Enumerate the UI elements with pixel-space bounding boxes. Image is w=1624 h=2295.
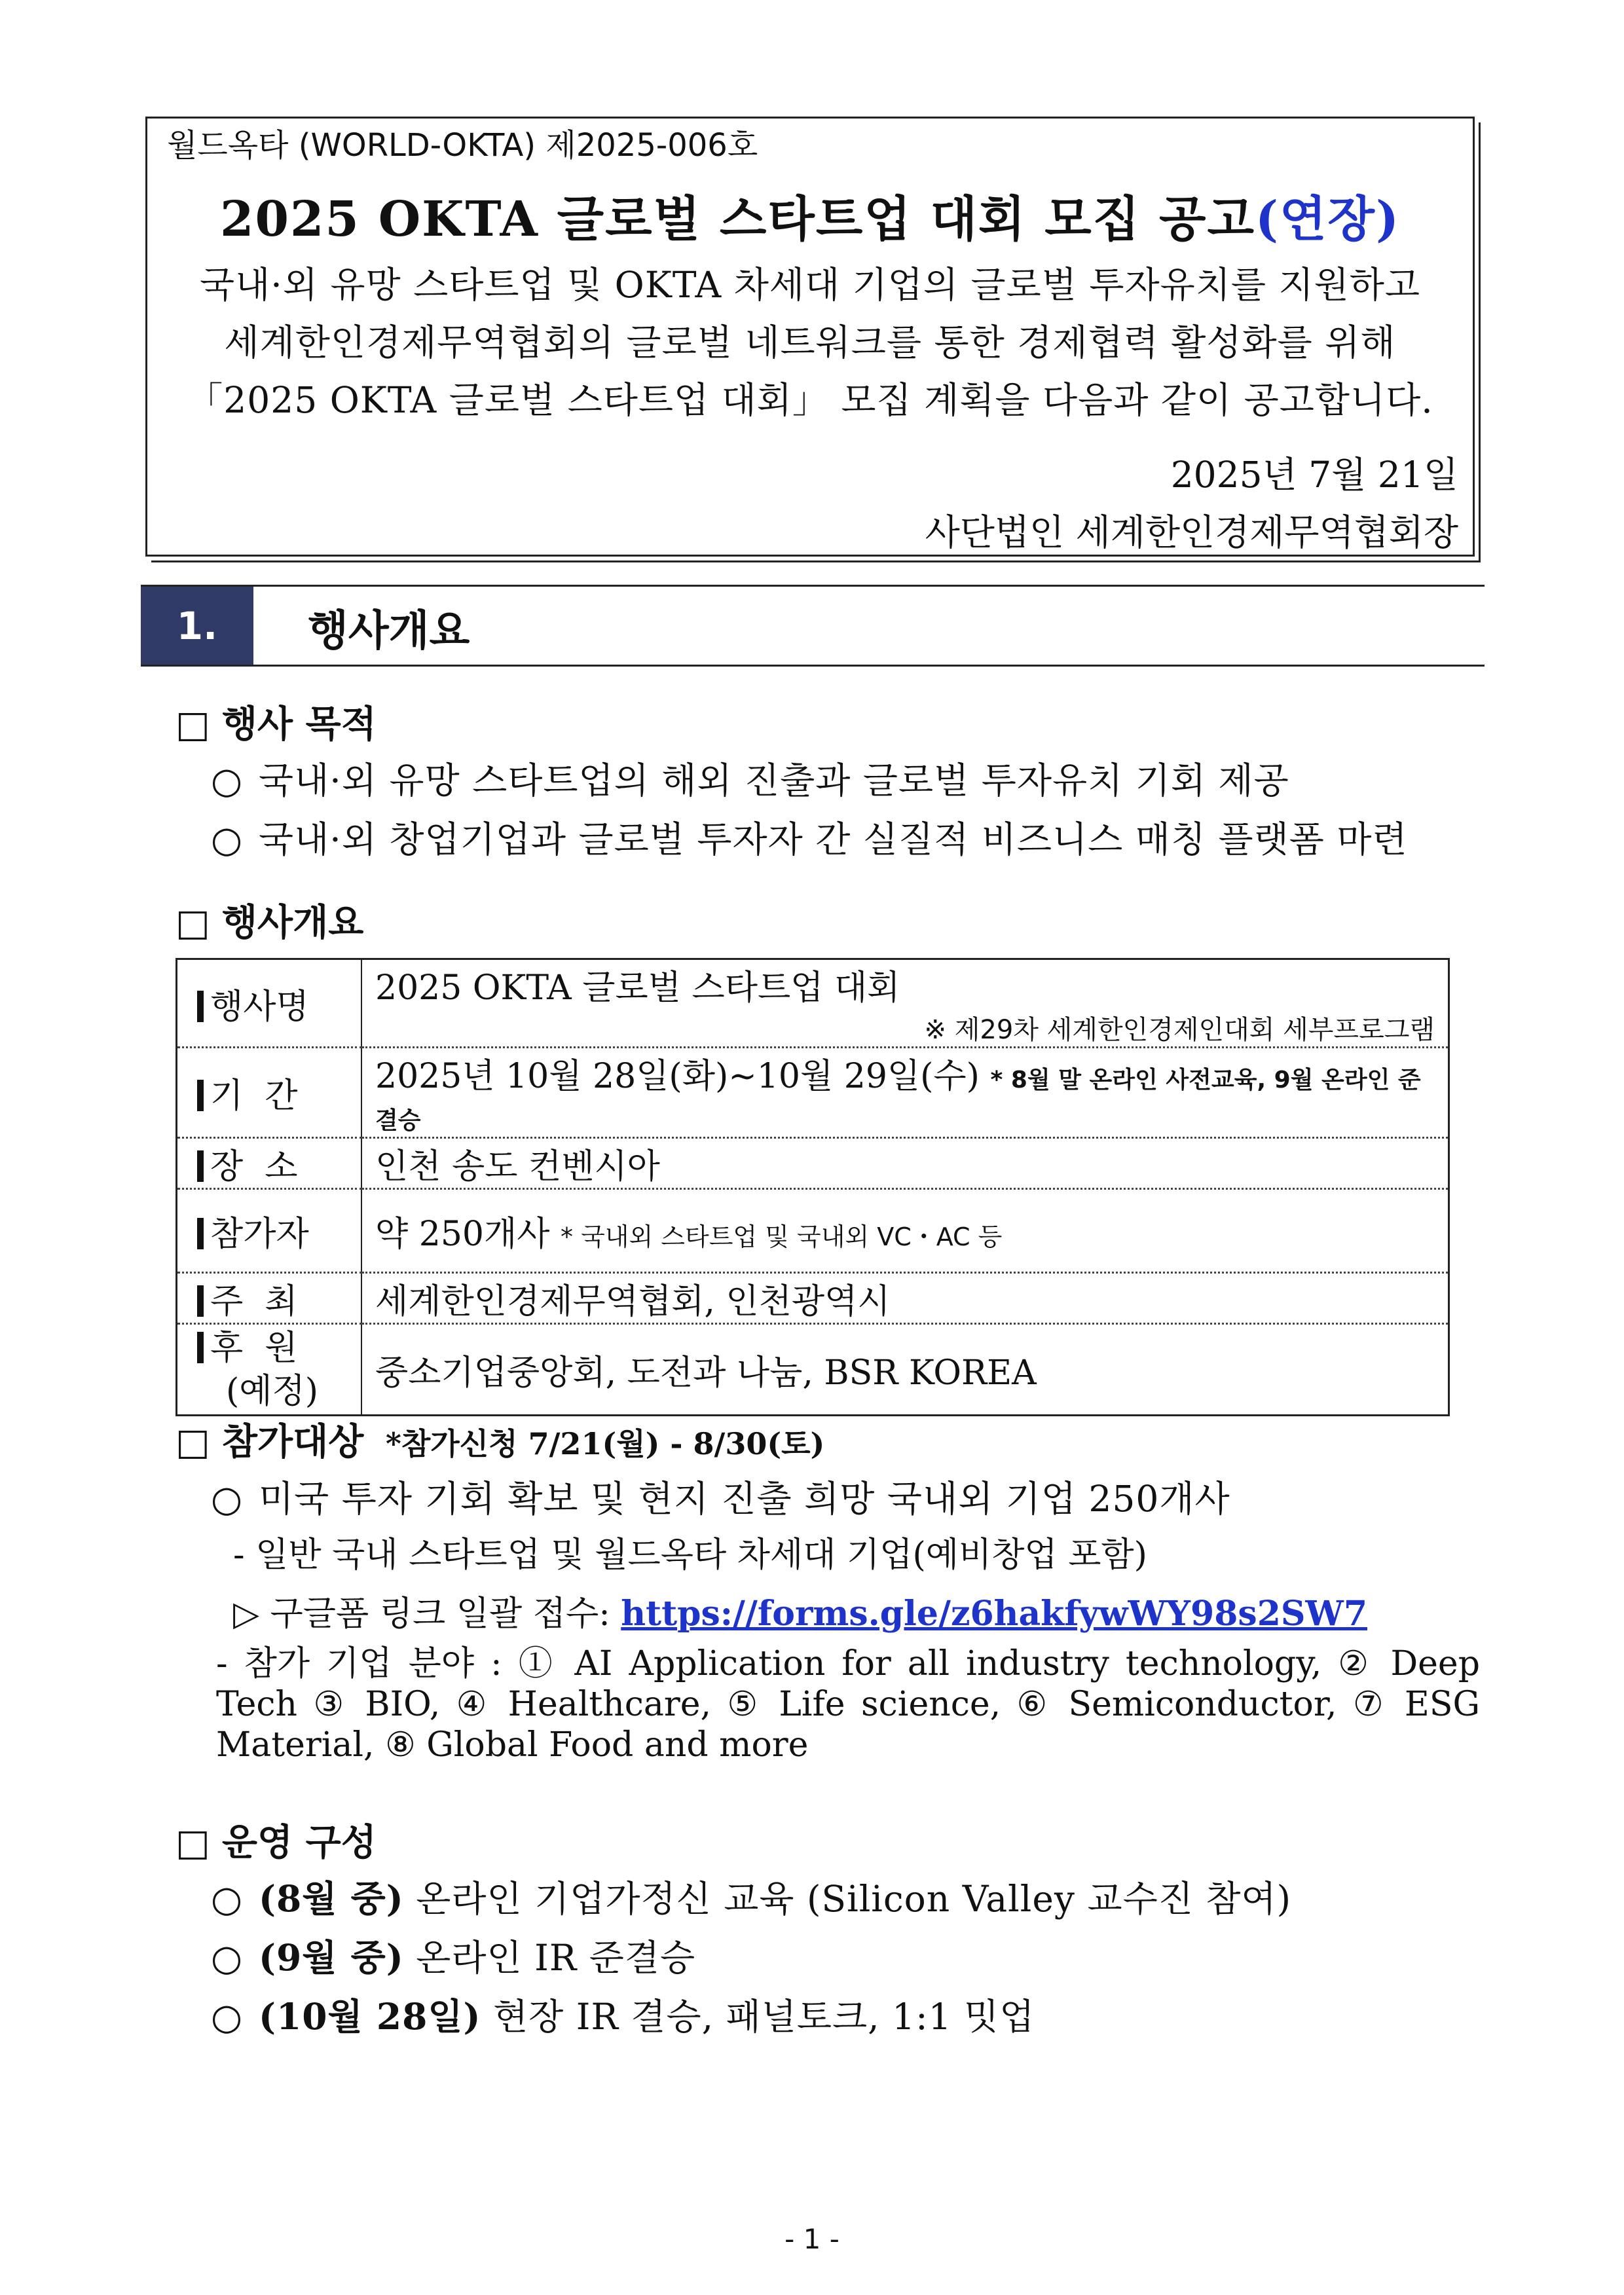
title-extension: (연장) [1255,191,1401,248]
table-row [177,1324,1449,1416]
row-label: 주 최 [177,1273,362,1324]
apply-period: *참가신청 7/21(월) - 8/30(토) [385,1426,825,1461]
purpose-item: ○ 국내·외 유망 스타트업의 해외 진출과 글로벌 투자유치 기회 제공 [211,760,1289,801]
row-label: 행사명 [177,959,362,1048]
circle-bullet-icon: ○ [211,818,243,860]
table-row [177,1189,1449,1273]
operation-heading: □ 운영 구성 [175,1821,377,1864]
row-label: 기 간 [177,1048,362,1138]
label-bar-icon [197,991,204,1022]
intro-line: 국내·외 유망 스타트업 및 OKTA 차세대 기업의 글로벌 투자유치를 지원하고 [199,264,1421,306]
row-note: * 국내외 스타트업 및 국내외 VC・AC 등 [561,1222,1003,1251]
operation-item: ○ (8월 중) 온라인 기업가정신 교육 (Silicon Valley 교수진 참여) [211,1877,1292,1920]
table-row [177,959,1449,1048]
row-value: 2025 OKTA 글로벌 스타트업 대회 ※ 제29차 세계한인경제인대회 세부프로그램 [361,959,1449,1048]
checkbox-square-icon: □ [175,703,210,746]
page-title [147,181,1473,250]
section-divider-bottom [141,665,1485,667]
row-label: 후 원 (예정) [177,1324,362,1416]
section-number: 1. [141,587,253,665]
label-bar-icon [197,1150,204,1182]
label-bar-icon [197,1332,204,1363]
page-number: - 1 - [784,2223,840,2255]
announcement-header-box [145,117,1475,557]
intro-paragraph [147,256,1473,429]
row-label: 장 소 [177,1138,362,1189]
table-row [177,1138,1449,1189]
target-sub: - 일반 국내 스타트업 및 월드옥타 차세대 기업(예비창업 포함) [233,1535,1147,1575]
overview-table [175,958,1450,1416]
target-main: ○ 미국 투자 기회 확보 및 현지 진출 희망 국내외 기업 250개사 [211,1478,1230,1520]
google-form-link[interactable]: https://forms.gle/z6hakfywWY98s2SW7 [621,1594,1368,1634]
intro-line: 「2025 OKTA 글로벌 스타트업 대회」 모집 계획을 다음과 같이 공고합니다. [187,379,1433,421]
checkbox-square-icon: □ [175,902,210,944]
row-note: * 8월 말 온라인 사전교육, 9월 온라인 준결승 [375,1067,1421,1134]
row-value: 인천 송도 컨벤시아 [361,1138,1449,1189]
row-value: 중소기업중앙회, 도전과 나눔, BSR KOREA [375,1353,1037,1393]
label-bar-icon [197,1080,204,1111]
form-line: ▷ 구글폼 링크 일괄 접수: https://forms.gle/z6hakfywWY98s2SW7 [233,1594,1368,1634]
industry-fields: - 참가 기업 분야 : ① AI Application for all industry technology, ② Deep Tech ③ BIO, ④ Healthcare, ⑤ Life science, ⑥ Semiconductor, ⑦ ESG Material, ⑧ Global Food and more [216,1644,1480,1765]
title-main: 2025 OKTA 글로벌 스타트업 대회 모집 공고 [219,191,1256,248]
issuer-name: 사단법인 세계한인경제무역협회장 [925,511,1458,553]
circle-bullet-icon: ○ [211,1937,243,1979]
circle-bullet-icon: ○ [211,1878,243,1920]
circle-bullet-icon: ○ [211,1996,243,2038]
section-title: 행사개요 [308,607,470,655]
target-heading: □ 참가대상 *참가신청 7/21(월) - 8/30(토) [175,1420,825,1463]
intro-line: 세계한인경제무역협회의 글로벌 네트워크를 통한 경제협력 활성화를 위해 [224,321,1396,363]
overview-heading: □ 행사개요 [175,901,364,944]
operation-item: ○ (10월 28일) 현장 IR 결승, 패널토크, 1:1 밋업 [211,1995,1035,2038]
table-row [177,1048,1449,1138]
purpose-heading: □ 행사 목적 [175,703,377,746]
checkbox-square-icon: □ [175,1822,210,1864]
section-divider-top [141,585,1485,587]
announcement-date: 2025년 7월 21일 [1170,454,1458,496]
circle-bullet-icon: ○ [211,760,243,801]
checkbox-square-icon: □ [175,1421,210,1463]
label-bar-icon [197,1218,204,1249]
document-number: 월드옥타 (WORLD-OKTA) 제2025-006호 [167,127,758,164]
row-value: 세계한인경제무역협회, 인천광역시 [361,1273,1449,1324]
table-row [177,1273,1449,1324]
label-bar-icon [197,1285,204,1317]
row-note: ※ 제29차 세계한인경제인대회 세부프로그램 [924,1015,1435,1045]
row-value: 2025년 10월 28일(화)~10월 29일(수) * 8월 말 온라인 사전교육, 9월 온라인 준결승 [361,1048,1449,1138]
row-label: 참가자 [177,1189,362,1273]
purpose-item: ○ 국내·외 창업기업과 글로벌 투자자 간 실질적 비즈니스 매칭 플랫폼 마련 [211,818,1408,860]
row-value: 약 250개사 * 국내외 스타트업 및 국내외 VC・AC 등 [361,1189,1449,1273]
operation-item: ○ (9월 중) 온라인 IR 준결승 [211,1936,696,1979]
circle-bullet-icon: ○ [211,1478,243,1520]
